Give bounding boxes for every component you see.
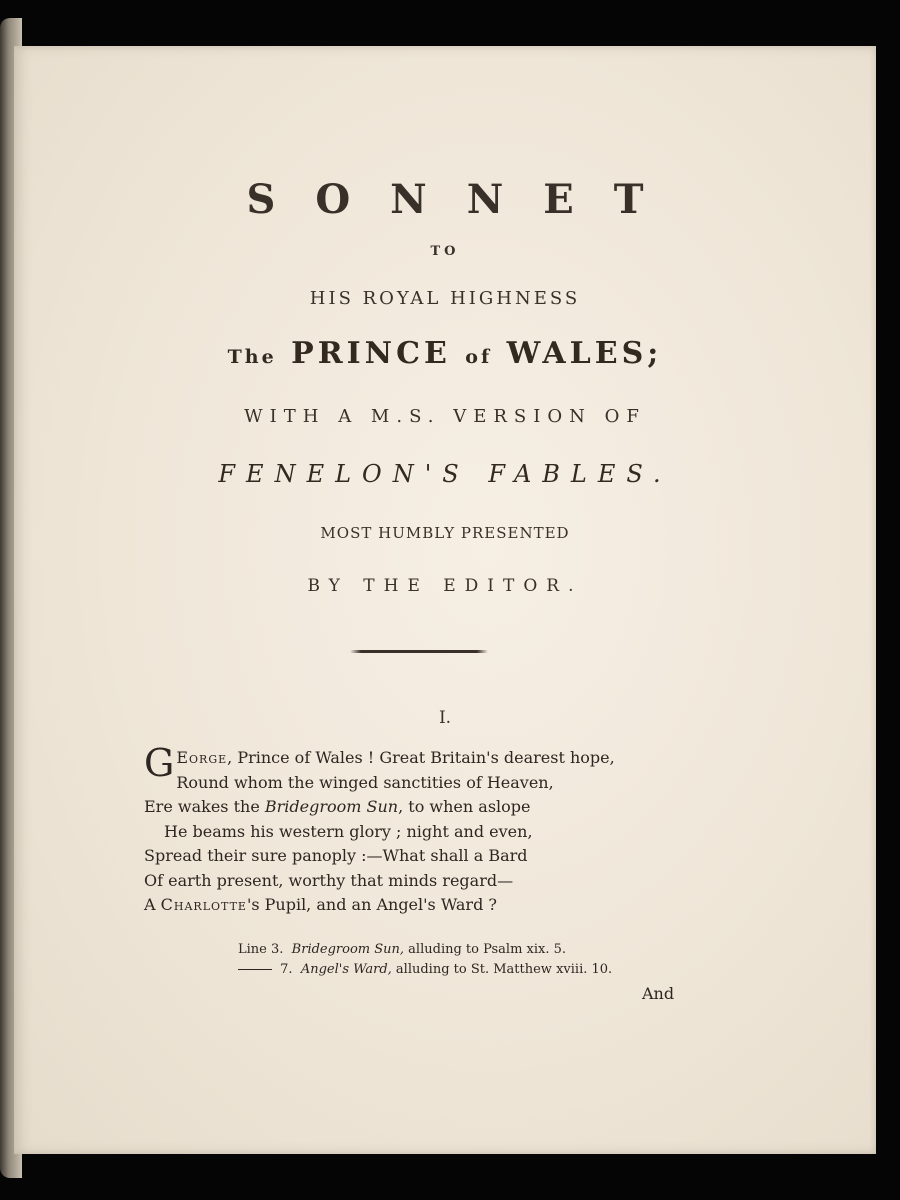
title-most-humbly: MOST HUMBLY PRESENTED — [320, 524, 570, 542]
footnote-2-text: alluding to St. Matthew xviii. 10. — [391, 962, 613, 977]
poem-line-3-post: , to when aslope — [398, 797, 531, 816]
footnote-1-label: Line 3. — [238, 942, 284, 957]
poem-line-4: He beams his western glory ; night and even, — [164, 821, 533, 841]
poem-line-7 — [144, 893, 704, 918]
footnote-1-text: alluding to Psalm xix. 5. — [404, 942, 567, 957]
title-with-version: WITH A M.S. VERSION OF — [244, 406, 646, 427]
poem-line-3 — [144, 795, 704, 820]
prince-of: of — [465, 346, 493, 368]
poem-line-3-pre: Ere wakes the — [144, 797, 265, 816]
catchword: And — [642, 984, 675, 1003]
drop-cap: G — [144, 741, 175, 785]
title-his-royal-highness: HIS ROYAL HIGHNESS — [309, 288, 581, 309]
poem-line-7-pre: A — [144, 895, 161, 914]
ditto-dash — [238, 969, 272, 970]
poem-line-1-rest: , Prince of Wales ! Great Britain's dearest hope, — [227, 748, 615, 767]
footnote-2 — [238, 960, 612, 980]
poem-line-1-head: Eorge — [176, 748, 228, 767]
book-page — [14, 46, 876, 1154]
poem-line-2: Round whom the winged sanctities of Heaven, — [176, 772, 554, 792]
poem-line-5: Spread their sure panoply :—What shall a Bard — [144, 846, 528, 865]
title-prince-of-wales — [14, 336, 876, 371]
footnote-1 — [238, 940, 612, 960]
footnote-1-italic: Bridegroom Sun, — [291, 942, 405, 957]
poem-line-7-post: 's Pupil, and an Angel's Ward ? — [246, 895, 497, 914]
title-to: TO — [430, 244, 460, 259]
title-sonnet: SONNET — [246, 176, 684, 223]
sonnet-text — [144, 741, 704, 918]
title-fenelon-fables: FENELON'S FABLES. — [218, 460, 672, 488]
footnotes — [238, 940, 612, 980]
footnote-2-label: 7. — [280, 962, 293, 977]
prince-the: The — [227, 346, 277, 368]
poem-line-3-italic: Bridegroom Sun — [264, 797, 399, 816]
title-by-editor: BY THE EDITOR. — [307, 576, 583, 596]
sonnet-numeral: I. — [438, 708, 452, 728]
ornamental-rule — [350, 650, 488, 653]
poem-line-6: Of earth present, worthy that minds regard— — [144, 870, 514, 890]
prince-wales: WALES; — [506, 336, 663, 371]
poem-line-7-smallcaps: Charlotte — [160, 895, 247, 914]
prince-name: PRINCE — [291, 336, 451, 371]
footnote-2-italic: Angel's Ward, — [300, 962, 392, 977]
